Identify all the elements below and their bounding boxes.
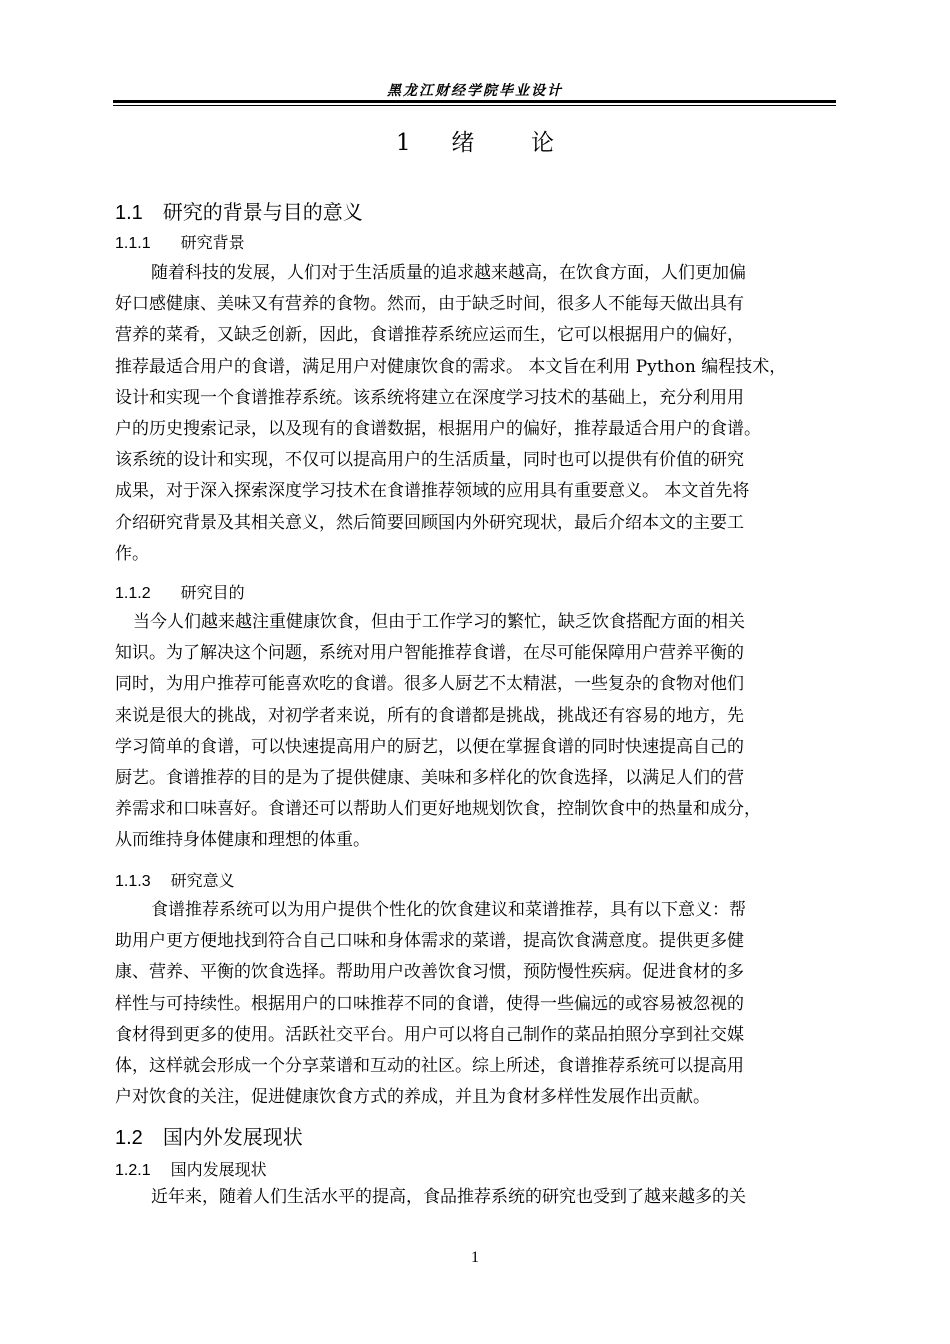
text-line: 体，这样就会形成一个分享菜谱和互动的社区。综上所述，食谱推荐系统可以提高用: [115, 1056, 744, 1077]
text-line: 户的历史搜索记录，以及现有的食谱数据，根据用户的偏好，推荐最适合用户的食谱。: [115, 419, 761, 440]
text-line: 学习简单的食谱，可以快速提高用户的厨艺，以便在掌握食谱的同时快速提高自己的: [115, 736, 744, 757]
text-line: 户对饮食的关注，促进健康饮食方式的养成，并且为食材多样性发展作出贡献。: [115, 1087, 710, 1108]
text-line: 食谱推荐系统可以为用户提供个性化的饮食建议和菜谱推荐，具有以下意义：帮: [151, 900, 746, 920]
subsection-title: 研究背景: [180, 233, 245, 252]
section-title: 国内外发展现状: [162, 1125, 303, 1149]
subsection-heading-1-1-1: [115, 230, 245, 253]
text-line: 随着科技的发展，人们对于生活质量的追求越来越高，在饮食方面，人们更加偏: [151, 263, 746, 283]
subsection-title: 研究意义: [170, 871, 235, 890]
subsection-heading-1-2-1: [115, 1157, 267, 1180]
text-line: 当今人们越来越注重健康饮食，但由于工作学习的繁忙，缺乏饮食搭配方面的相关: [133, 612, 745, 632]
subsection-title: 国内发展现状: [170, 1160, 267, 1179]
running-header-title: 黑龙江财经学院毕业设计: [387, 83, 563, 99]
subsection-number: 1.1.1: [115, 235, 151, 252]
page-number: 1: [471, 1249, 479, 1266]
text-line: 厨艺。食谱推荐的目的是为了提供健康、美味和多样化的饮食选择，以满足人们的营: [115, 768, 744, 789]
text-line: 养需求和口味喜好。食谱还可以帮助人们更好地规划饮食，控制饮食中的热量和成分，: [115, 799, 761, 820]
text-line: 营养的菜肴，又缺乏创新，因此，食谱推荐系统应运而生，它可以根据用户的偏好，: [115, 325, 744, 346]
text-line: 康、营养、平衡的饮食选择。帮助用户改善饮食习惯，预防慢性疾病。促进食材的多: [115, 962, 744, 983]
header-rule-thin: [113, 105, 836, 106]
text-line: 助用户更方便地找到符合自己口味和身体需求的菜谱，提高饮食满意度。提供更多健: [115, 931, 744, 952]
subsection-number: 1.2.1: [115, 1162, 151, 1179]
chapter-heading: [0, 124, 950, 157]
text-line: 样性与可持续性。根据用户的口味推荐不同的食谱，使得一些偏远的或容易被忽视的: [115, 993, 744, 1014]
chapter-title-char-1: 绪: [451, 130, 475, 156]
header-rule-thick: [113, 100, 836, 103]
section-title: 研究的背景与目的意义: [162, 200, 363, 224]
chapter-title-char-2: 论: [530, 130, 554, 156]
chapter-number: 1: [396, 130, 411, 156]
text-line: 好口感健康、美味又有营养的食物。然而，由于缺乏时间，很多人不能每天做出具有: [115, 294, 744, 315]
text-line: 作。: [115, 543, 149, 564]
text-line: 设计和实现一个食谱推荐系统。该系统将建立在深度学习技术的基础上，充分利用用: [115, 387, 744, 408]
paragraph-significance: [115, 895, 850, 1113]
text-line: 从而维持身体健康和理想的体重。: [115, 830, 370, 851]
subsection-title: 研究目的: [180, 583, 245, 602]
paragraph-background: [115, 258, 850, 570]
paragraph-domestic: [115, 1182, 850, 1213]
subsection-heading-1-1-3: [115, 868, 235, 891]
text-line: 来说是很大的挑战，对初学者来说，所有的食谱都是挑战，挑战还有容易的地方，先: [115, 705, 744, 726]
subsection-heading-1-1-2: [115, 580, 245, 603]
text-line: 介绍研究背景及其相关意义，然后简要回顾国内外研究现状，最后介绍本文的主要工: [115, 512, 744, 533]
text-line: 近年来，随着人们生活水平的提高，食品推荐系统的研究也受到了越来越多的关: [151, 1187, 746, 1207]
subsection-number: 1.1.2: [115, 585, 151, 602]
section-number: 1.2: [115, 1127, 143, 1149]
text-line: 同时，为用户推荐可能喜欢吃的食谱。很多人厨艺不太精湛，一些复杂的食物对他们: [115, 674, 744, 695]
section-heading-1-1: [115, 196, 363, 225]
paragraph-purpose: [115, 607, 850, 857]
text-line: 推荐最适合用户的食谱，满足用户对健康饮食的需求。 本文旨在利用 Python 编程技术，: [115, 356, 787, 377]
text-line: 成果，对于深入探索深度学习技术在食谱推荐领域的应用具有重要意义。 本文首先将: [115, 481, 750, 502]
section-heading-1-2: [115, 1121, 303, 1150]
text-line: 知识。为了解决这个问题，系统对用户智能推荐食谱，在尽可能保障用户营养平衡的: [115, 643, 744, 664]
text-line: 该系统的设计和实现，不仅可以提高用户的生活质量，同时也可以提供有价值的研究: [115, 450, 744, 471]
text-line: 食材得到更多的使用。活跃社交平台。用户可以将自己制作的菜品拍照分享到社交媒: [115, 1024, 744, 1045]
section-number: 1.1: [115, 202, 143, 224]
subsection-number: 1.1.3: [115, 873, 151, 890]
